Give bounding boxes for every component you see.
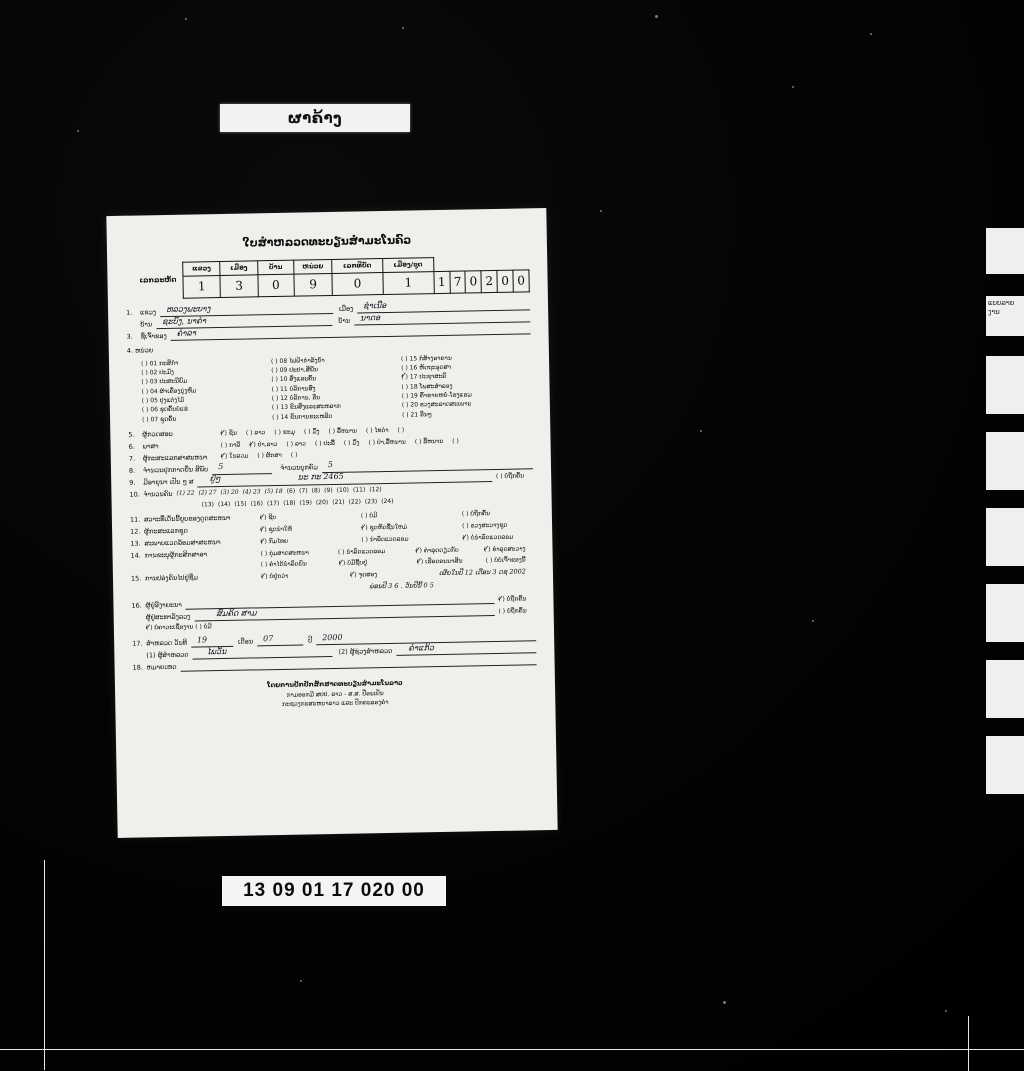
option[interactable]: ( ) ມົ້ງ: [303, 427, 320, 436]
option[interactable]: ( ) ຂະມຸ: [274, 428, 295, 436]
film-sprocket: [986, 356, 1024, 414]
occupation-item[interactable]: ( ) 12 ບໍລິການ, ອື່ນ: [271, 394, 321, 403]
field-label: ຜູ້ຢູ່ສະທາລົງລວງ: [145, 612, 191, 622]
field-number: 16.: [131, 601, 142, 610]
dust-speck: [600, 210, 602, 212]
registration-mark-horizontal: [0, 1049, 1024, 1050]
option[interactable]: ✓ ( ) ຊຸດນໍາໃຫ້: [260, 525, 352, 535]
field-number: 3.: [126, 332, 133, 341]
film-sprocket: [986, 660, 1024, 718]
occupation-item[interactable]: ( ) 01 ກະສິກຳ: [140, 359, 179, 368]
option[interactable]: ✓ ( ) ບໍ່ຖືກຄົ້ນ: [498, 595, 526, 604]
option[interactable]: ✓ ( ) ປ່າ,ລາວ: [249, 441, 277, 450]
field-label: ຜູ້ກະສະແລກສາສະຫນາ: [142, 452, 208, 463]
option[interactable]: ( ) ນຳລົດແວດລອມ: [337, 547, 386, 556]
form-footer: [133, 675, 537, 712]
count-cell[interactable]: (17): [266, 499, 280, 507]
count-cell[interactable]: (8): [311, 487, 321, 495]
occupation-item[interactable]: ( ) 15 ກໍ່ສ້າງອາຄານ: [400, 354, 452, 363]
code-table-block: [139, 255, 530, 300]
field-label: ແຂວງ: [140, 308, 157, 317]
count-cell[interactable]: (4) 23: [242, 488, 261, 496]
field-value-line: [357, 301, 530, 314]
option[interactable]: ✓ ( ) ເຮືອດອນນາສີນ: [417, 557, 477, 567]
field-label: ຊື່ເຈົ້າຂອງ: [140, 331, 167, 341]
option[interactable]: ✓ ( ) ຂຳລຸດສະວາງ: [484, 545, 526, 554]
code-header-cell: ບ້ານ: [257, 260, 294, 275]
count-cell[interactable]: (14): [217, 500, 231, 508]
field-number: 14.: [130, 551, 141, 560]
field-number: 5.: [128, 430, 135, 439]
dust-speck: [300, 980, 302, 982]
code-digit: 1: [383, 272, 434, 295]
field-number: 7.: [128, 454, 136, 463]
field-number: 13.: [130, 539, 141, 548]
dust-speck: [870, 33, 872, 35]
field-label: (1) ຜູ້ສຳຫລວດ: [146, 650, 189, 660]
option[interactable]: ( ): [452, 437, 459, 445]
field-number: 17.: [132, 639, 143, 648]
field-number: 12.: [130, 527, 141, 536]
option[interactable]: ( ) ໄທດຳ: [365, 426, 389, 434]
code-digit: 7: [449, 271, 465, 293]
count-cell[interactable]: (11): [352, 486, 366, 494]
dust-speck: [792, 86, 794, 88]
dust-speck: [402, 27, 404, 29]
count-cell[interactable]: (13): [201, 500, 215, 508]
code-digit: 0: [258, 275, 295, 298]
occupation-item[interactable]: ( ) 10 ສົ່ງແລະຄົ້ນ: [271, 375, 317, 384]
option[interactable]: ✓ ( ) ກົມໄທຍ: [260, 536, 352, 546]
code-digit: 0: [465, 271, 481, 293]
code-table-label: ເລກລະຫັດ: [139, 275, 177, 285]
field-label: ເມືອງ: [338, 304, 354, 313]
occupation-item[interactable]: ( ) 08 ໄຟຟ້າກຳລັງນ້ຳ: [270, 356, 325, 365]
code-digit: 1: [183, 276, 221, 299]
date-note: ເຜີຍໃນປີ 12 ເດືອນ 3 ດຊ 2002: [438, 567, 526, 578]
registration-mark-vertical-right: [968, 1016, 969, 1071]
code-header-cell: ເມືອງ: [220, 261, 257, 276]
option[interactable]: ✓ ( ) ບໍ່ຢູ່ກວ່າ: [261, 572, 341, 582]
dust-speck: [945, 1010, 947, 1012]
option[interactable]: ( ) ລື້ຫນານ: [328, 427, 358, 435]
code-digit: 0: [497, 271, 513, 293]
field-label: (2) ຜູ້ຊ່ວງສຳຫລວດ: [338, 646, 393, 656]
field-label: ມີອາຍຸນາ ເປັນ ໆ ສ: [143, 477, 194, 487]
field-number: 15.: [130, 574, 142, 583]
option[interactable]: ( ) ປ່າ,ລື້ຫນານ: [368, 438, 406, 446]
option[interactable]: ( ) ບໍ່ຖືກຄົ້ນ: [461, 510, 491, 518]
occupation-column-3: [401, 352, 532, 419]
option[interactable]: ✓ ( ) ບໍ່ມີຊີ້ບຢູ່: [339, 559, 408, 569]
field-number: 18.: [132, 663, 144, 672]
field-value-line: [212, 464, 272, 475]
field-label: ຜູ້ກະສະແລກຊຸດ: [144, 526, 188, 536]
option[interactable]: ( ) ຜັກສາ: [257, 452, 282, 460]
occupation-column-2: [271, 354, 402, 421]
count-cell[interactable]: (2) 27: [198, 489, 217, 497]
field-label: [145, 570, 261, 572]
field-number: 9.: [129, 478, 136, 487]
sprocket-annotation: ແບບລາຍ ງານ: [986, 296, 1024, 336]
occupation-item[interactable]: ( ) 02 ປະມົງ: [141, 368, 174, 377]
count-cell[interactable]: (7): [299, 487, 308, 495]
dust-speck: [77, 130, 79, 132]
film-sprocket: [986, 432, 1024, 490]
count-cell[interactable]: (22): [348, 498, 361, 506]
option[interactable]: ( ) ລາວ: [286, 439, 306, 448]
option[interactable]: ( ): [397, 426, 405, 434]
field-label: ສະພາບແວດລ້ອມສາສະຫນາ: [144, 538, 221, 548]
occupation-item[interactable]: ( ) 09 ປະປາ,ສີ່ພືນ: [271, 366, 319, 375]
handwritten-value: ຫລວງພະບາງ: [165, 303, 211, 314]
count-cell[interactable]: (23): [364, 497, 378, 505]
occupation-item[interactable]: ( ) 04 ຜ້າເຄື່ອງນຸ່ງຫົ່ມ: [141, 387, 197, 396]
bottom-reference-number: 13 09 01 17 020 00: [222, 876, 446, 906]
count-cell[interactable]: (3) 20: [220, 489, 239, 497]
count-cell[interactable]: (9): [324, 487, 333, 495]
code-digit: 0: [332, 273, 383, 296]
field-number: 11.: [129, 515, 141, 524]
field-label: ພາສາ: [142, 441, 159, 451]
option[interactable]: ( ) ກຸ່ມສາດສະຫນາ: [260, 549, 309, 558]
option[interactable]: ✓ ( ) ຊີບ: [260, 513, 352, 523]
field-value-line: [396, 643, 536, 656]
field-label: ຈຳນວນບຸກຄົມ: [280, 463, 318, 473]
occupation-item[interactable]: ( ) 13 ຂົນສົ່ງແລະສະຫລາກ: [271, 403, 341, 412]
count-cell[interactable]: (12): [369, 486, 382, 494]
field-label: ບ້ານ: [338, 316, 351, 325]
handwritten-value: 5: [218, 462, 224, 472]
option[interactable]: ✓ ( ) ບໍ່ຄາວະເຊື່ອງານ ( ) ບໍ່ມີ: [146, 624, 212, 634]
option[interactable]: ( ) ຂວງສະວາງຊຸດ: [462, 521, 508, 530]
code-header-cell: ເມືອງ/ຊຸດ: [382, 258, 433, 273]
field-number: 1.: [126, 308, 133, 317]
year-label: ປີ: [308, 636, 313, 645]
dust-speck: [700, 430, 702, 432]
field-label: ຈຳນວນຄົນ: [143, 489, 173, 499]
count-cell[interactable]: (10): [336, 487, 350, 495]
option[interactable]: ( ) ບໍ່ບໍ່ເຈົ້າຂອງນີ້: [485, 556, 526, 565]
field-label: ການປອ່ງຄົນໄປຢູ່ຊື່ມ: [144, 573, 198, 583]
option[interactable]: ✓ ( ) ບໍ່ນຳລົດແວດລອມ: [462, 533, 513, 543]
occupation-item[interactable]: ( ) 21 ອື່ນໆ: [401, 410, 432, 419]
registration-mark-vertical: [44, 860, 45, 1070]
occupation-item[interactable]: ( ) 07 ຊູດຄົ້ນ: [142, 415, 177, 424]
count-cell[interactable]: (6): [286, 488, 296, 496]
occupation-heading: 4. ຫນ່ວຍ: [126, 346, 154, 356]
occupation-item[interactable]: ( ) 19 ຄົ້າຂາຍຫຍໍ່-ໂຮງແຮມ: [401, 391, 472, 400]
date-note-2: ພ່ອນປີ 3 6 . ວັນປີນີ້ 0 5: [369, 581, 434, 591]
film-sprocket: [986, 228, 1024, 274]
occupation-item[interactable]: ( ) 20 ຂວງສະລາດສະເພາະ: [401, 400, 472, 409]
option[interactable]: ( ) ມົ້ງ: [343, 438, 360, 447]
handwritten-year: 2000: [322, 632, 343, 642]
field-label: ບ້ານ: [140, 320, 153, 329]
field-sub-line: [198, 476, 258, 487]
handwritten-value: ໄພວັນ: [206, 646, 227, 656]
count-cell[interactable]: (16): [250, 499, 264, 508]
handwritten-day: 19: [196, 634, 208, 645]
field-number: 6.: [128, 442, 135, 451]
count-cell[interactable]: (20): [315, 498, 329, 506]
count-cell[interactable]: (19): [299, 498, 312, 507]
occupation-item[interactable]: ( ) 03 ປະສະນີຍົມ: [141, 378, 188, 386]
handwritten-value: ສົມຄິດ ສາມ: [216, 608, 257, 618]
count-cell[interactable]: (21): [332, 498, 345, 506]
code-header-cell: ເລກທີບັດ: [332, 258, 383, 273]
dust-speck: [723, 1001, 726, 1004]
handwritten-value: ຄຳລາ: [176, 328, 197, 338]
field-number: 8.: [128, 466, 136, 475]
code-digit: 0: [513, 270, 529, 292]
handwritten-value: ນະ ກະ 2465: [297, 471, 344, 482]
field-label: ຜູ້ກວດສອບ: [142, 429, 173, 439]
option[interactable]: ( ) ບໍ່ຖືກຄົ້ນ: [495, 472, 525, 480]
option[interactable]: ( ) ບໍ່ມີ: [360, 512, 378, 520]
occupation-item[interactable]: ( ) 11 ບໍລິການສົ່ງ: [271, 384, 316, 393]
film-sprocket: [986, 736, 1024, 794]
option[interactable]: ( ) ນຳລົດແວດລອມ: [361, 535, 409, 544]
code-digit: 1: [434, 272, 450, 294]
footer-line-1: ໂດຍການປັກປັກສັກສາດທະບຽນສຳມະໂນລາວ: [267, 678, 403, 690]
code-digit: 2: [481, 271, 497, 293]
handwritten-value: ຊະບົງ, ນາຄໍາ: [162, 316, 207, 326]
month-value-line: [257, 633, 303, 647]
month-label: ເດືອນ: [237, 637, 254, 646]
occupation-item[interactable]: ( ) 18 ໂພສະສຳລອງ: [401, 382, 453, 391]
dust-speck: [812, 620, 814, 622]
top-label-strip: ຜາຄ້າງ: [220, 104, 410, 132]
option[interactable]: ✓ ( ) ໃນລວມ: [221, 453, 249, 462]
handwritten-month: 07: [263, 633, 274, 643]
dust-speck: [185, 18, 187, 20]
field-label: ຜູ້ຢູ່ອີງາຍະນາ: [145, 600, 182, 610]
option[interactable]: ( ) ກາລີ: [220, 441, 241, 449]
count-cell[interactable]: (5) 18: [264, 488, 283, 496]
count-cell[interactable]: (24): [381, 497, 394, 505]
code-header-cell: ຫນ່ວຍ: [294, 259, 332, 274]
field-label: ສວາະທີ່ເດັ່ນນີ້ຍູບຂອງດູດສະຫນາ: [143, 514, 231, 524]
film-sprocket: [986, 584, 1024, 642]
field-value-line: [354, 313, 530, 326]
occupation-item[interactable]: ( ) 16 ຫັດຖະອຸດສາ: [401, 363, 452, 372]
option[interactable]: ✓ ( ) ຊຸດຫັດຊື້ນໃຫມ່: [361, 523, 453, 533]
field-label: ຈຳນວນຢຸກກາດຍື່ນ ສີພັບ: [142, 465, 209, 475]
occupation-item[interactable]: ( ) 05 ປຸງແຕ່ງໄມ້: [141, 396, 185, 405]
count-cell[interactable]: (15): [234, 500, 247, 508]
code-digit: 3: [220, 275, 258, 298]
census-form-document: [106, 208, 557, 838]
dust-speck: [655, 15, 658, 18]
field-row-3: [126, 325, 530, 342]
occupation-item-selected[interactable]: ✓ ( ) 17 ປະຊາສະຄີ: [401, 371, 531, 383]
code-digit: 9: [294, 274, 332, 297]
occupation-item[interactable]: ( ) 06 ຂຸດຄົ້ນບໍ່ແຮ່: [141, 405, 188, 414]
occupation-item[interactable]: ( ) 14 ຂົນການຂະເຫລີດ: [271, 412, 333, 421]
code-header-cell: ແຂວງ: [183, 261, 221, 276]
field-sub-label: ຢູ່ໆ: [209, 474, 221, 484]
footer-line-3: ກະຊວງກະສະຫນາລາວ ແລະ ປົກຄະລອງຄຳ: [281, 699, 389, 709]
handwritten-value: 5: [327, 460, 334, 470]
field-value-line: [193, 647, 333, 660]
field-number: 10.: [129, 490, 140, 499]
option[interactable]: ( ) ລາວ: [245, 428, 266, 437]
form-title: ໃບສຳຫລວດທະບຽນສຳມະໂນຄົວ: [242, 233, 412, 250]
option[interactable]: ✓ ( ) ຈຸດສອງ: [350, 570, 430, 580]
option[interactable]: ( ): [290, 452, 298, 460]
occupation-column-1: [141, 357, 272, 424]
handwritten-value: ນາດອ: [360, 312, 381, 323]
handwritten-value: ຄຳແກ້ວ: [408, 642, 434, 653]
option[interactable]: ( ) ບໍ່ຖືກຄົ້ນ: [498, 607, 527, 615]
field-label: ການຂະບຸຜູ້ກະສິກສາອາ: [144, 550, 208, 560]
code-table: [182, 255, 530, 299]
film-sprocket: [986, 508, 1024, 566]
count-cell[interactable]: (18): [283, 499, 296, 507]
option[interactable]: ( ) ຄຳໄດ້ນຳລົດຍົນ: [260, 560, 307, 569]
option[interactable]: ✓ ( ) ຄຳລຸດດຽວກັບ: [415, 546, 475, 556]
option[interactable]: ✓ ( ) ຊິນ: [220, 429, 237, 438]
occupation-list: [141, 352, 532, 424]
handwritten-value: ຊຳເນືອ: [363, 300, 387, 311]
count-cell[interactable]: (1) 22: [176, 489, 195, 498]
option[interactable]: ( ) ລື້ຫນານ: [414, 437, 444, 445]
field-label: ສຳຫລວດ ວັນທີ: [146, 638, 188, 648]
field-label: ຫມາຍເຫດ: [146, 662, 177, 672]
footer-line-2: ກາມອອກມີ ສປປ. ລາວ - ສ.ສ. ປີ່ອະເປັນ: [286, 689, 384, 699]
option[interactable]: ( ) ປະລື້: [314, 439, 335, 447]
